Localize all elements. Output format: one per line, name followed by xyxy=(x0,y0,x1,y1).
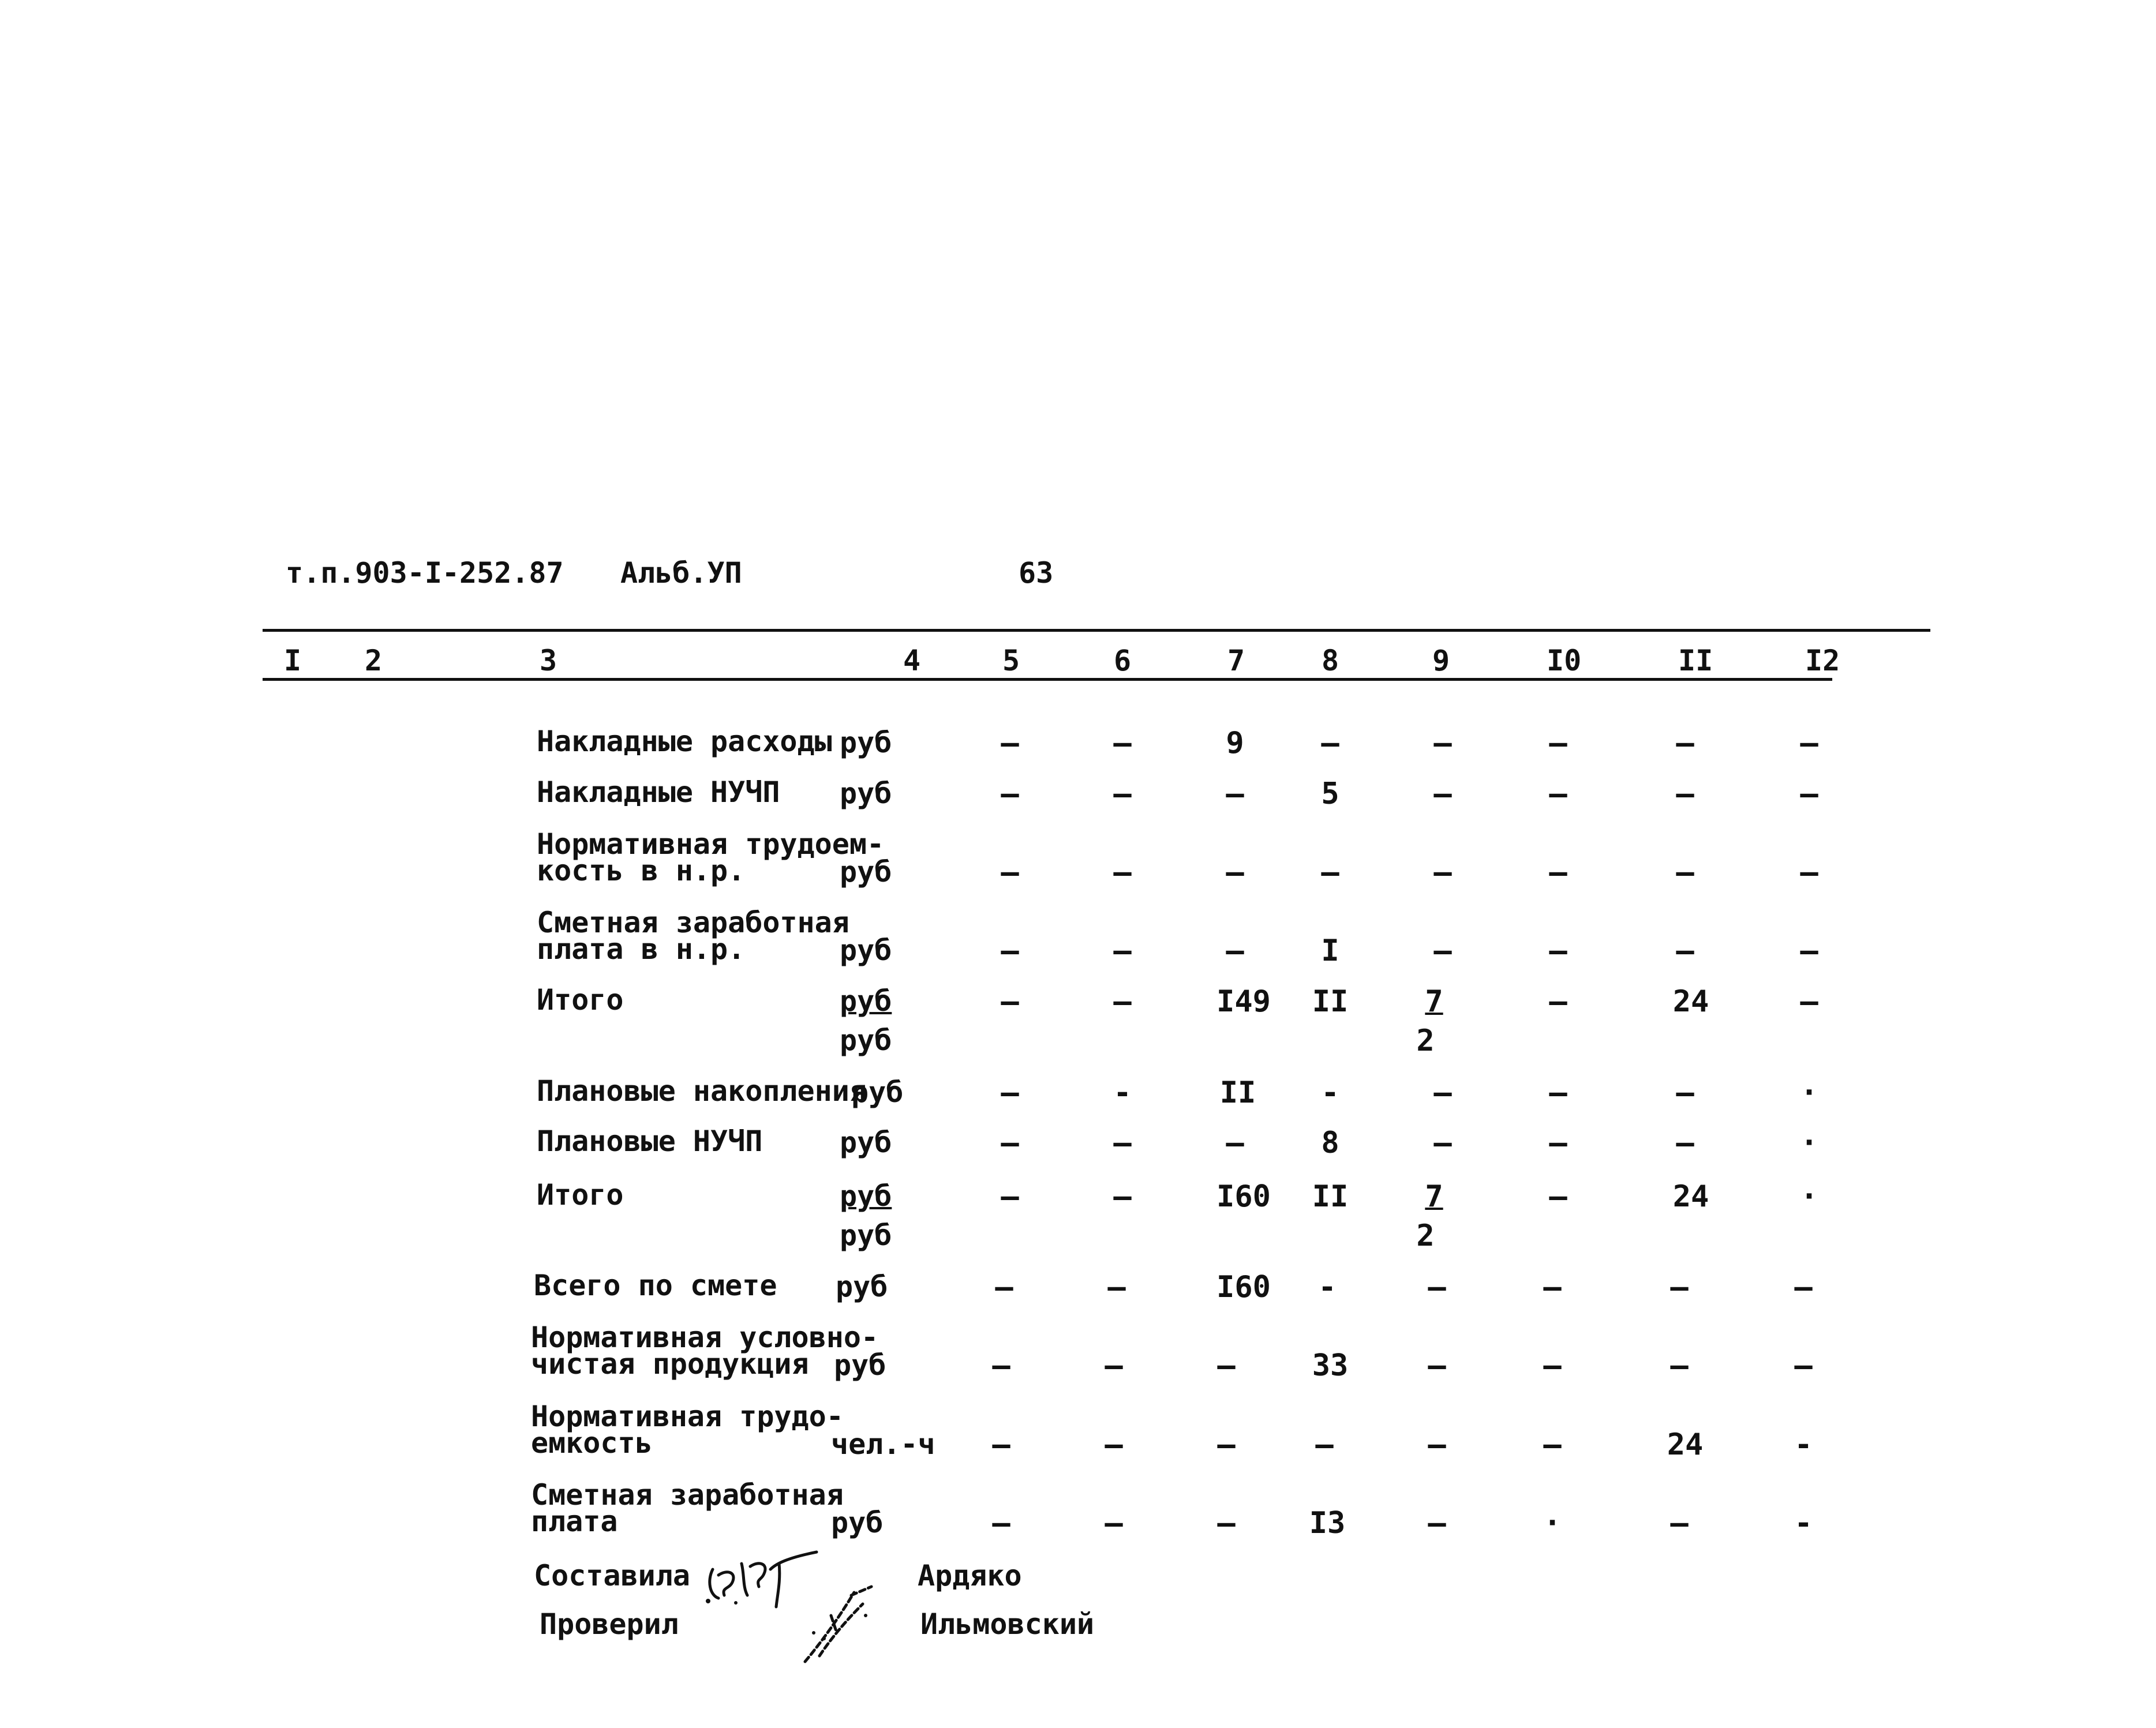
signature-role: Составила xyxy=(534,1559,690,1592)
cell-col-12: — xyxy=(1800,984,1818,1019)
cell-col-11: — xyxy=(1676,1075,1694,1110)
cell-col-11: 24 xyxy=(1667,1427,1704,1462)
cell-col-6: — xyxy=(1113,934,1132,968)
column-header: I xyxy=(284,644,302,677)
row-label: Всего по смете xyxy=(534,1269,777,1302)
cell-col-8: 8 xyxy=(1321,1126,1339,1160)
row-label: плата xyxy=(531,1505,618,1538)
cell-col-8: 5 xyxy=(1321,777,1339,811)
cell-col-8: — xyxy=(1321,855,1339,890)
cell-col-7: — xyxy=(1226,1126,1244,1160)
cell-col-6: — xyxy=(1113,1126,1132,1160)
row-unit: руб xyxy=(840,1179,892,1213)
cell-col-5: — xyxy=(1001,777,1019,811)
cell-col-6: — xyxy=(1113,777,1132,811)
cell-col-12: — xyxy=(1800,855,1818,890)
cell-col-11: — xyxy=(1676,777,1694,811)
cell-col-10: — xyxy=(1549,726,1567,760)
cell-col-5: — xyxy=(1001,934,1019,968)
row-unit: руб xyxy=(840,777,892,810)
cell-col-10: · xyxy=(1543,1506,1562,1540)
cell-col-8: - xyxy=(1321,1075,1339,1110)
cell-col-7: — xyxy=(1217,1348,1236,1383)
cell-col-12: · xyxy=(1800,1075,1818,1110)
cell-col-10: — xyxy=(1549,984,1567,1019)
cell-col-7: 9 xyxy=(1226,726,1244,760)
cell-col-11: 24 xyxy=(1672,1179,1709,1214)
cell-col-11: — xyxy=(1676,855,1694,890)
cell-col-10: — xyxy=(1549,1126,1567,1160)
row-unit: руб xyxy=(836,1270,888,1303)
cell-col-8: – xyxy=(1321,726,1339,760)
column-header: 3 xyxy=(540,644,557,677)
row-label: Нормативная трудоем- xyxy=(537,827,885,861)
cell-col-5: — xyxy=(1001,855,1019,890)
column-header: 4 xyxy=(903,644,921,677)
column-header: 6 xyxy=(1114,644,1132,677)
cell-col-9-numerator: 7 xyxy=(1425,984,1443,1019)
page-number: 63 xyxy=(1019,556,1054,590)
cell-col-7: I49 xyxy=(1217,984,1271,1019)
doc-code: т.п.903-I-252.87 xyxy=(286,556,564,590)
cell-col-6: — xyxy=(1107,1270,1126,1305)
row-label: плата в н.р. xyxy=(537,932,746,966)
row-unit: руб xyxy=(834,1348,886,1382)
cell-col-9: — xyxy=(1428,1270,1446,1305)
cell-col-8: - xyxy=(1318,1270,1337,1305)
row-unit: руб xyxy=(840,984,892,1018)
signature-name: Ардяко xyxy=(918,1559,1022,1592)
cell-col-6: — xyxy=(1105,1506,1123,1540)
row-unit: руб xyxy=(840,855,892,889)
row-label: Итого xyxy=(537,1178,624,1212)
cell-col-10: — xyxy=(1543,1270,1562,1305)
row-label: Сметная заработная xyxy=(531,1478,844,1512)
row-label: Сметная заработная xyxy=(537,906,849,939)
cell-col-12: · xyxy=(1800,1126,1818,1160)
row-label: чистая продукция xyxy=(531,1347,809,1381)
cell-col-8: II xyxy=(1312,984,1349,1019)
cell-col-10: — xyxy=(1549,934,1567,968)
cell-col-5: — xyxy=(1001,726,1019,760)
cell-col-10: — xyxy=(1549,1179,1567,1214)
row-unit: руб xyxy=(840,726,892,759)
cell-col-11: 24 xyxy=(1672,984,1709,1019)
cell-col-6: - xyxy=(1113,1075,1132,1110)
cell-col-11: — xyxy=(1676,934,1694,968)
cell-col-9: — xyxy=(1433,1126,1452,1160)
row-unit: руб xyxy=(831,1506,884,1539)
cell-col-5: — xyxy=(992,1348,1010,1383)
cell-col-12: — xyxy=(1794,1348,1813,1383)
cell-col-8: 33 xyxy=(1312,1348,1349,1383)
cell-col-5: — xyxy=(995,1270,1013,1305)
cell-col-9: — xyxy=(1428,1427,1446,1462)
cell-col-9: — xyxy=(1428,1348,1446,1383)
cell-col-6: — xyxy=(1113,726,1132,760)
row-label: Плановые НУЧП xyxy=(537,1124,763,1158)
cell-col-9-denominator: 2 xyxy=(1416,1219,1435,1253)
row-unit: руб xyxy=(840,1219,892,1252)
cell-col-11: — xyxy=(1676,1126,1694,1160)
row-label: Нормативная трудо- xyxy=(531,1400,844,1433)
cell-col-11: — xyxy=(1670,1270,1689,1305)
cell-col-7: — xyxy=(1226,777,1244,811)
column-header: 8 xyxy=(1322,644,1339,677)
row-label: Накладные расходы xyxy=(537,725,832,758)
column-header: II xyxy=(1678,644,1713,677)
cell-col-12: - xyxy=(1794,1506,1813,1540)
cell-col-5: — xyxy=(1001,1126,1019,1160)
cell-col-6: — xyxy=(1105,1427,1123,1462)
cell-col-12: · xyxy=(1800,1179,1818,1214)
cell-col-9-denominator: 2 xyxy=(1416,1024,1435,1058)
cell-col-6: — xyxy=(1113,1179,1132,1214)
cell-col-10: — xyxy=(1549,855,1567,890)
row-label: Итого xyxy=(537,983,624,1017)
cell-col-7: — xyxy=(1217,1506,1236,1540)
column-header: 9 xyxy=(1432,644,1450,677)
cell-col-5: — xyxy=(992,1427,1010,1462)
cell-col-10: — xyxy=(1549,1075,1567,1110)
cell-col-11: — xyxy=(1670,1506,1689,1540)
cell-col-12: - xyxy=(1794,1427,1813,1462)
column-header: 7 xyxy=(1227,644,1245,677)
cell-col-9: — xyxy=(1433,726,1452,760)
row-label: емкость xyxy=(531,1426,653,1460)
row-label: Накладные НУЧП xyxy=(537,775,780,809)
row-unit: руб xyxy=(851,1075,904,1109)
cell-col-7: II xyxy=(1219,1075,1256,1110)
handwritten-signature-checker xyxy=(796,1581,877,1667)
cell-col-7: — xyxy=(1226,855,1244,890)
cell-col-12: — xyxy=(1800,777,1818,811)
column-header: I0 xyxy=(1547,644,1582,677)
cell-col-9-numerator: 7 xyxy=(1425,1179,1443,1214)
cell-col-5: — xyxy=(992,1506,1010,1540)
cell-col-11: — xyxy=(1676,726,1694,760)
cell-col-9: — xyxy=(1428,1506,1446,1540)
row-unit: руб xyxy=(840,934,892,967)
cell-col-8: I xyxy=(1321,934,1339,968)
cell-col-8: II xyxy=(1312,1179,1349,1214)
cell-col-6: — xyxy=(1113,855,1132,890)
cell-col-10: — xyxy=(1543,1427,1562,1462)
album-label: Альб.УП xyxy=(620,556,742,590)
cell-col-10: — xyxy=(1543,1348,1562,1383)
cell-col-12: — xyxy=(1794,1270,1813,1305)
cell-col-9: — xyxy=(1433,777,1452,811)
cell-col-5: — xyxy=(1001,1075,1019,1110)
cell-col-10: — xyxy=(1549,777,1567,811)
row-unit: руб xyxy=(840,1126,892,1159)
row-unit: чел.-ч xyxy=(831,1427,935,1461)
cell-col-12: — xyxy=(1800,934,1818,968)
cell-col-6: — xyxy=(1105,1348,1123,1383)
cell-col-8: — xyxy=(1315,1427,1334,1462)
column-header: 2 xyxy=(365,644,383,677)
cell-col-8: I3 xyxy=(1309,1506,1346,1540)
table-header-rule xyxy=(263,678,1832,681)
cell-col-7: — xyxy=(1217,1427,1236,1462)
cell-col-9: — xyxy=(1433,855,1452,890)
cell-col-9: — xyxy=(1433,934,1452,968)
cell-col-7: I60 xyxy=(1217,1270,1271,1305)
cell-col-5: — xyxy=(1001,984,1019,1019)
column-header: 5 xyxy=(1002,644,1020,677)
row-label: Нормативная условно- xyxy=(531,1321,879,1354)
cell-col-12: — xyxy=(1800,726,1818,760)
row-unit: руб xyxy=(840,1024,892,1057)
cell-col-11: — xyxy=(1670,1348,1689,1383)
row-label: кость в н.р. xyxy=(537,854,746,887)
cell-col-7: — xyxy=(1226,934,1244,968)
row-label: Плановые накопления xyxy=(537,1074,867,1108)
cell-col-9: — xyxy=(1433,1075,1452,1110)
signature-role: Проверил xyxy=(540,1607,679,1641)
signature-name: Ильмовский xyxy=(920,1607,1095,1641)
cell-col-5: — xyxy=(1001,1179,1019,1214)
cell-col-6: — xyxy=(1113,984,1132,1019)
cell-col-7: I60 xyxy=(1217,1179,1271,1214)
column-header: I2 xyxy=(1805,644,1840,677)
table-top-rule xyxy=(263,629,1930,632)
